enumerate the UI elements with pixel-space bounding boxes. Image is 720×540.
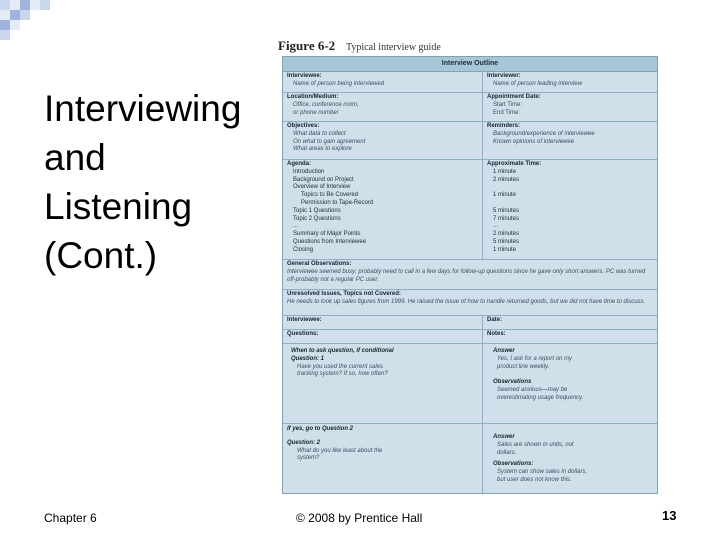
field-value: Office, conference room, or phone number xyxy=(293,101,359,116)
field-label: Notes: xyxy=(487,331,506,337)
form-row xyxy=(283,93,657,122)
corner-square xyxy=(20,0,30,10)
interviewee-cell-2 xyxy=(283,316,483,329)
question-1-notes-cell xyxy=(483,344,657,423)
field-value: Start Time: xyxy=(493,101,523,108)
corner-square xyxy=(30,0,40,10)
agenda-item: Introduction xyxy=(293,168,325,175)
question-2-notes-cell xyxy=(483,424,657,494)
question-text: What do you like least about the system? xyxy=(297,447,383,462)
field-label: Reminders: xyxy=(487,123,521,129)
time-item: 1 minute xyxy=(493,192,517,199)
question-2-cell xyxy=(283,424,483,494)
observations-text: System can show sales in dollars, but user does not know this. xyxy=(497,469,588,483)
page-number: 13 xyxy=(662,508,677,523)
appointment-cell xyxy=(483,93,657,121)
interview-guide-figure xyxy=(278,38,660,498)
field-value: Name of person being interviewed xyxy=(293,80,385,87)
figure-caption xyxy=(278,38,660,56)
corner-square xyxy=(0,10,10,20)
agenda-item: Closing xyxy=(293,246,314,253)
form-header: Interview Outline xyxy=(283,57,657,72)
field-value: On what to gain agreement xyxy=(293,138,366,145)
form-row xyxy=(283,424,657,494)
agenda-item: Overview of Interview xyxy=(293,184,351,191)
answer-text: Yes, I ask for a report on my product line weekly. xyxy=(497,355,573,370)
field-value: Interviewee seemed busy; probably need to call in a few days for follow-up questions since he gave only short answers. PC was turned off-probably not a regular PC user. xyxy=(287,268,646,283)
field-label: Unresolved Issues, Topics not Covered: xyxy=(287,291,401,297)
question-title: Question: 2 xyxy=(287,439,321,446)
corner-square xyxy=(10,10,20,20)
time-item xyxy=(487,200,653,208)
field-label: Location/Medium: xyxy=(287,94,339,100)
form-row xyxy=(283,122,657,160)
form-row xyxy=(283,344,657,424)
form-row xyxy=(283,316,657,330)
field-value: Name of person leading interview xyxy=(493,80,583,87)
time-item: 1 minute xyxy=(493,168,517,175)
corner-square xyxy=(10,0,20,10)
answer-text: Sales are shown in units, not dollars. xyxy=(497,441,574,456)
title-line: and xyxy=(44,137,106,178)
corner-square xyxy=(20,10,30,20)
field-value: He needs to look up sales figures from 1999. He raised the issue of how to handle returned goods, but we did not have time to discuss. xyxy=(287,298,646,305)
unresolved-issues-cell xyxy=(283,290,657,315)
notes-header-cell xyxy=(483,330,657,343)
slide-title xyxy=(44,84,264,280)
interview-outline-form xyxy=(282,56,658,494)
agenda-item: Topic 1 Questions xyxy=(293,207,341,214)
observations-text: Seemed anxious—may be overestimating usage frequency. xyxy=(497,387,584,401)
field-label: Date: xyxy=(487,317,503,323)
field-value: What areas to explore xyxy=(293,146,352,153)
agenda-item: ... xyxy=(293,223,299,230)
corner-square xyxy=(40,0,50,10)
agenda-item: Summary of Major Points xyxy=(293,231,361,238)
time-item: 7 minutes xyxy=(493,215,520,222)
time-cell xyxy=(483,160,657,259)
field-value: End Time: xyxy=(493,109,521,116)
objectives-cell xyxy=(283,122,483,159)
field-label: General Observations: xyxy=(287,261,352,267)
footer-copyright: © 2008 by Prentice Hall xyxy=(296,511,423,525)
location-cell xyxy=(283,93,483,121)
answer-label: Answer xyxy=(493,348,515,354)
form-row xyxy=(283,260,657,290)
question-title: Question: 1 xyxy=(291,355,325,362)
question-prompt: When to ask question, if conditional xyxy=(291,348,394,354)
title-line: Interviewing xyxy=(44,88,242,129)
time-item: 5 minutes xyxy=(493,207,520,214)
corner-decoration xyxy=(0,0,60,46)
time-item: 2 minutes xyxy=(493,231,520,238)
footer-chapter: Chapter 6 xyxy=(44,511,97,525)
title-line: Listening xyxy=(44,186,193,227)
field-value: Background/experience of interviewee xyxy=(493,130,595,137)
field-value: Known opinions of interviewee xyxy=(493,138,575,145)
field-label: Questions: xyxy=(287,331,319,337)
agenda-item: Background on Project xyxy=(293,176,354,183)
question-text: Have you used the current sales tracking system? If so, how often? xyxy=(297,363,388,378)
corner-square xyxy=(0,20,10,30)
field-label: Interviewee: xyxy=(287,317,322,323)
observations-label: Observations xyxy=(493,379,532,386)
field-value: What data to collect xyxy=(293,130,346,137)
time-item: 1 minute xyxy=(493,246,517,253)
question-1-cell xyxy=(283,344,483,423)
field-label: Interviewer: xyxy=(487,73,521,79)
questions-header-cell xyxy=(283,330,483,343)
question-condition: If yes, go to Question 2 xyxy=(287,426,354,432)
field-label: Appointment Date: xyxy=(487,94,541,100)
form-row xyxy=(283,160,657,260)
answer-label: Answer xyxy=(493,434,515,440)
figure-caption-text: Typical interview guide xyxy=(345,42,441,53)
time-item: 5 minutes xyxy=(493,238,520,245)
field-label: Agenda: xyxy=(287,161,311,167)
field-label: Approximate Time: xyxy=(487,161,542,167)
agenda-item: Topics to Be Covered xyxy=(301,192,359,199)
form-row xyxy=(283,330,657,344)
agenda-item: Topic 2 Questions xyxy=(293,215,341,222)
corner-square xyxy=(10,20,20,30)
interviewee-cell xyxy=(283,72,483,92)
corner-square xyxy=(0,0,10,10)
time-item: 2 minutes xyxy=(493,176,520,183)
figure-number: Figure 6-2 xyxy=(278,38,336,53)
agenda-cell xyxy=(283,160,483,259)
form-row xyxy=(283,72,657,93)
interviewer-cell xyxy=(483,72,657,92)
agenda-item: Questions from Interviewee xyxy=(293,238,367,245)
title-line: (Cont.) xyxy=(44,235,158,276)
corner-square xyxy=(0,30,10,40)
observations-label: Observations: xyxy=(493,461,534,468)
time-item: ... xyxy=(493,223,499,230)
date-cell xyxy=(483,316,657,329)
field-label: Interviewee: xyxy=(287,73,322,79)
form-row xyxy=(283,290,657,316)
agenda-item: Permission to Tape-Record xyxy=(301,199,374,206)
reminders-cell xyxy=(483,122,657,159)
field-label: Objectives: xyxy=(287,123,320,129)
general-observations-cell xyxy=(283,260,657,289)
